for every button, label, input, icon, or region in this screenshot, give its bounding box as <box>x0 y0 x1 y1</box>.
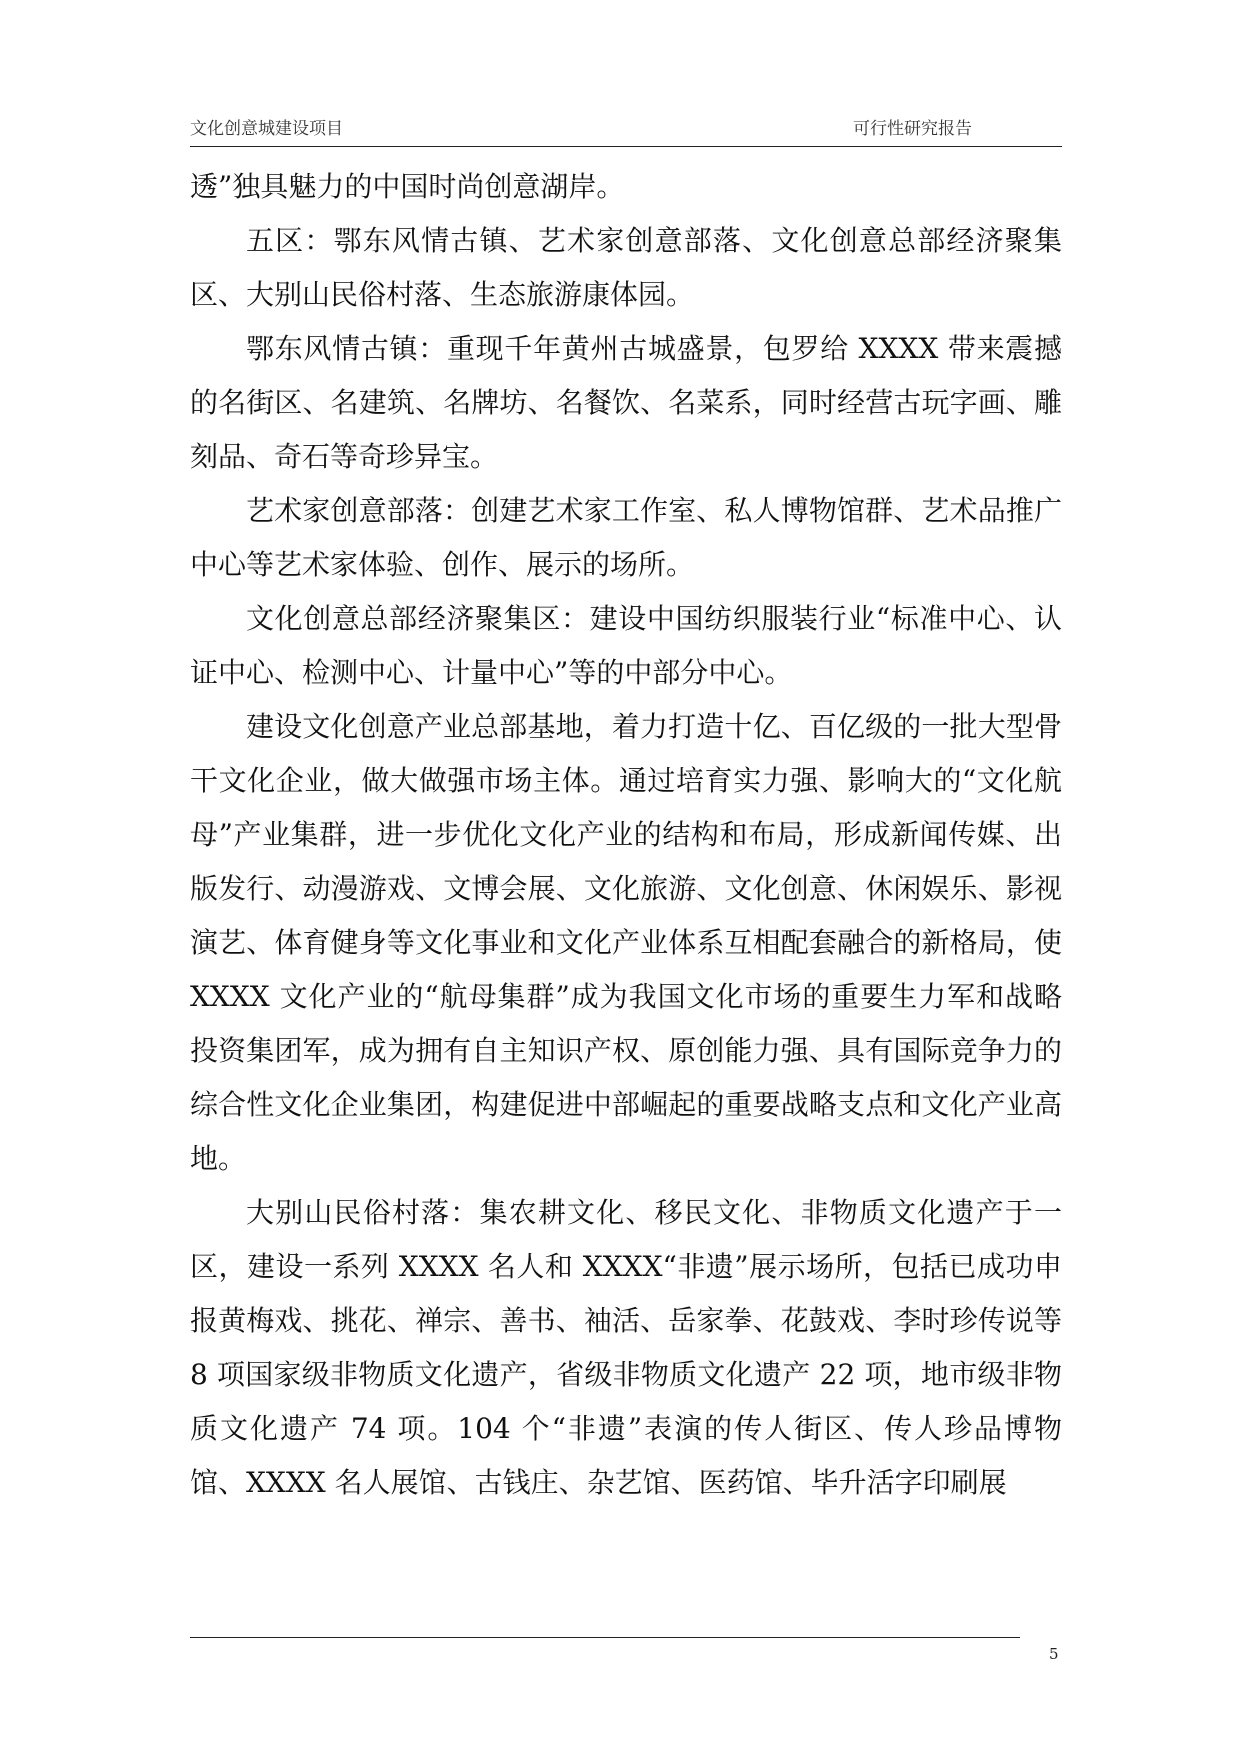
paragraph-ancient-town: 鄂东风情古镇：重现千年黄州古城盛景，包罗给 XXXX 带来震撼的名街区、名建筑、名牌坊、名餐饮、名菜系，同时经营古玩字画、雕刻品、奇石等奇珍异宝。 <box>190 332 1062 473</box>
paragraph-industry-base: 建设文化创意产业总部基地，着力打造十亿、百亿级的一批大型骨干文化企业，做大做强市场主体。通过培育实力强、影响大的“文化航母”产业集群，进一步优化文化产业的结构和布局，形成新闻传媒、出版发行、动漫游戏、文博会展、文化旅游、文化创意、休闲娱乐、影视演艺、体育健身等文化事业和文化产业体系互相配套融合的新格局，使 XXXX 文化产业的“航母集群”成为我国文化市场的重要生力军和战略投资集团军，成为拥有自主知识产权、原创能力强、具有国际竞争力的综合性文化企业集团，构建促进中部崛起的重要战略支点和文化产业高地。 <box>190 710 1062 1175</box>
paragraph-artist-tribe: 艺术家创意部落：创建艺术家工作室、私人博物馆群、艺术品推广中心等艺术家体验、创作、展示的场所。 <box>190 494 1062 581</box>
paragraph-five-zones: 五区：鄂东风情古镇、艺术家创意部落、文化创意总部经济聚集区、大别山民俗村落、生态旅游康体园。 <box>190 224 1062 311</box>
paragraph-folk-village: 大别山民俗村落：集农耕文化、移民文化、非物质文化遗产于一区，建设一系列 XXXX 名人和 XXXX“非遗”展示场所，包括已成功申报黄梅戏、挑花、禅宗、善书、袖活、岳家拳、花鼓戏、李时珍传说等 8 项国家级非物质文化遗产，省级非物质文化遗产 22 项，地市级非物质文化遗产 74 项。104 个“非遗”表演的传人街区、传人珍品博物馆、XXXX 名人展馆、古钱庄、杂艺馆、医药馆、毕升活字印刷展 <box>190 1196 1062 1499</box>
footer-rule <box>190 1637 1020 1638</box>
document-body <box>190 160 1062 1510</box>
paragraph-headquarters-zone: 文化创意总部经济聚集区：建设中国纺织服装行业“标准中心、认证中心、检测中心、计量中心”等的中部分中心。 <box>190 602 1062 689</box>
page-number: 5 <box>1049 1645 1059 1663</box>
paragraph-continuation: 透”独具魅力的中国时尚创意湖岸。 <box>190 170 625 203</box>
page-header <box>190 116 1062 147</box>
header-document-title: 文化创意城建设项目 <box>190 119 343 139</box>
header-report-type: 可行性研究报告 <box>853 119 972 139</box>
